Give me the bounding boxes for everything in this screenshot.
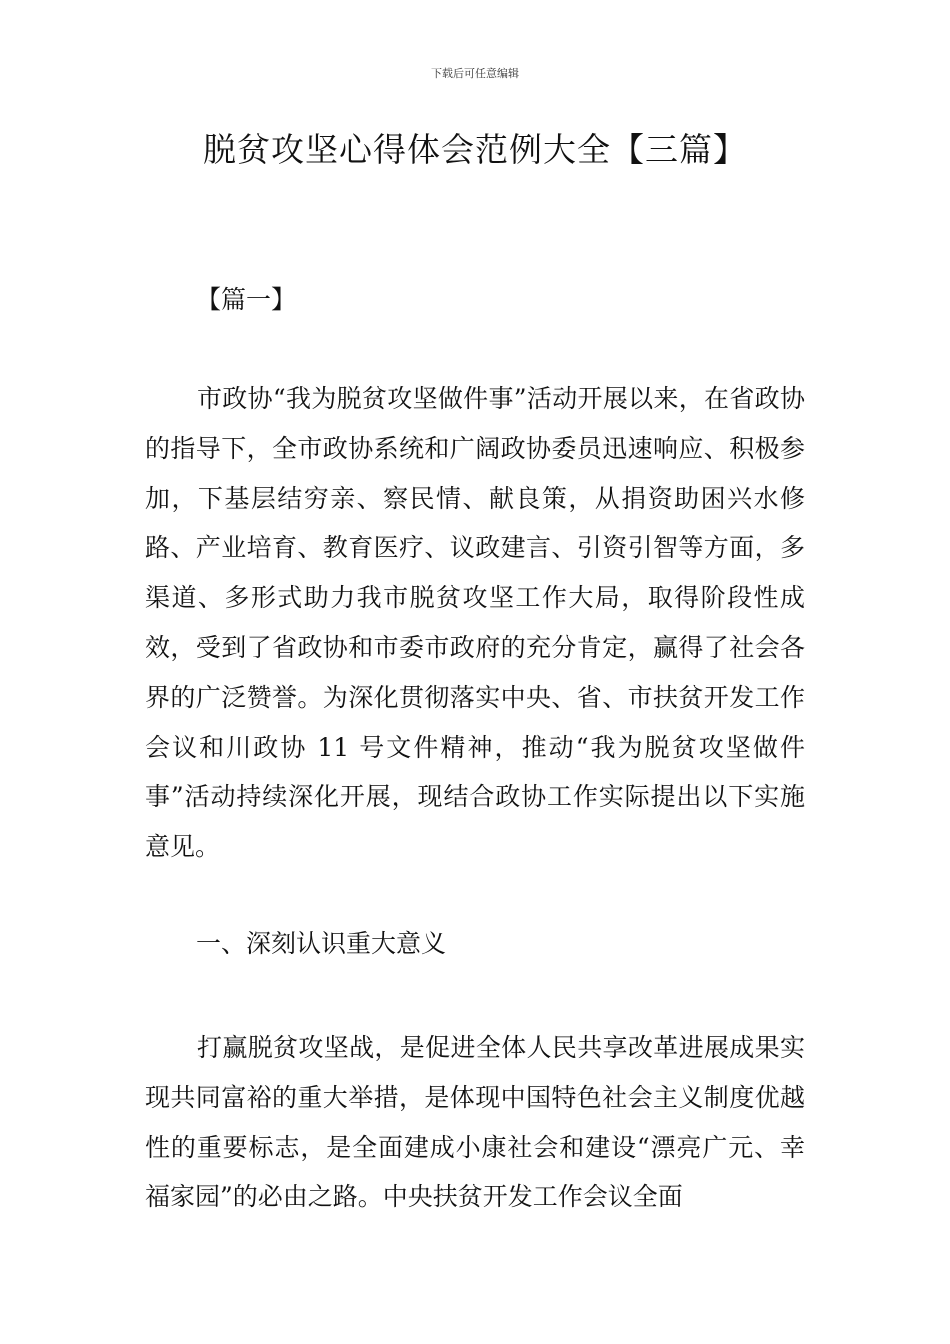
section-heading: 一、深刻认识重大意义 <box>196 929 447 958</box>
header-note: 下载后可任意编辑 <box>431 67 519 80</box>
document-title: 脱贫攻坚心得体会范例大全【三篇】 <box>203 130 747 169</box>
section-label: 【篇一】 <box>196 285 297 314</box>
body-paragraph: 打赢脱贫攻坚战，是促进全体人民共享改革进展成果实现共同富裕的重大举措，是体现中国特色社会主义制度优越性的重要标志，是全面建成小康社会和建设“漂亮广元、幸福家园”的必由之路。中央扶贫开发工作会议全面 <box>145 1033 805 1212</box>
body-paragraph: 市政协“我为脱贫攻坚做件事”活动开展以来，在省政协的指导下，全市政协系统和广阔政协委员迅速响应、积极参加，下基层结穷亲、察民情、献良策，从捐资助困兴水修路、产业培育、教育医疗、议政建言、引资引智等方面，多渠道、多形式助力我市脱贫攻坚工作大局，取得阶段性成效，受到了省政协和市委市政府的充分肯定，赢得了社会各界的广泛赞誉。为深化贯彻落实中央、省、市扶贫开发工作会议和川政协 11 号文件精神，推动“我为脱贫攻坚做件事”活动持续深化开展，现结合政协工作实际提出以下实施意见。 <box>145 384 805 862</box>
